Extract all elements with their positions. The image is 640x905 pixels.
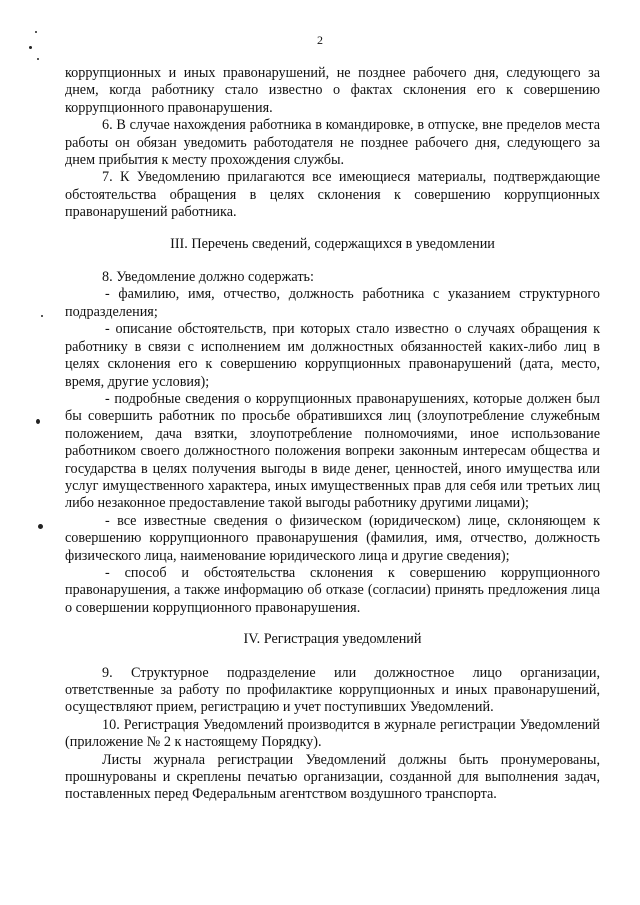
- paragraph-7: 7. К Уведомлению прилагаются все имеющиеся материалы, подтверждающие обстоятельства обращения в целях склонения к совершению коррупционных правонарушений работника.: [65, 169, 600, 221]
- paragraph-journal: Листы журнала регистрации Уведомлений должны быть пронумерованы, прошнурованы и скреплены печатью организации, созданной для выполнения задач, поставленных перед Федеральным агентством воздушного транспорта.: [65, 751, 600, 803]
- paragraph-10: 10. Регистрация Уведомлений производится в журнале регистрации Уведомлений (приложение № 2 к настоящему Порядку).: [65, 716, 600, 751]
- paragraph-8: 8. Уведомление должно содержать:: [102, 269, 314, 286]
- section-3-title: III. Перечень сведений, содержащихся в уведомлении: [170, 235, 495, 252]
- scan-speck: [38, 524, 43, 529]
- list-item: - описание обстоятельств, при которых стало известно о случаях обращения к работнику в связи с исполнением им должностных обязанностей каких-либо лиц в целях склонения его к совершению коррупционных правонарушений (дата, место, время, другие условия);: [65, 321, 600, 390]
- list-item: - фамилию, имя, отчество, должность работника с указанием структурного подразделения;: [65, 286, 600, 320]
- list-item: - способ и обстоятельства склонения к совершению коррупционного правонарушения, а также информацию об отказе (согласии) принять предложения лица о совершении коррупционного правонарушения.: [65, 564, 600, 616]
- scan-speck: [41, 315, 43, 317]
- list-item: - все известные сведения о физическом (юридическом) лице, склоняющем к совершению коррупционного правонарушения (фамилия, имя, отчество, должность физического лица, наименование юридического лица и другие сведения);: [65, 512, 600, 564]
- scan-speck: [37, 58, 39, 60]
- paragraph-continuation: коррупционных и иных правонарушений, не позднее рабочего дня, следующего за днем, когда работнику стало известно о фактах склонения его к совершению коррупционного правонарушения.: [65, 65, 600, 116]
- scan-speck: [36, 419, 40, 424]
- document-body: [65, 65, 600, 804]
- page-number: 2: [317, 33, 323, 47]
- list-item: - подробные сведения о коррупционных правонарушениях, которые должен был бы совершить работник по просьбе обратившихся лиц (злоупотребление служебным положением, дача взятки, злоупотребление полномочиями, иное использование работником своего должностного положения вопреки законным интересам общества и государства в целях получения выгоды в виде денег, ценностей, иного имущества или услуг имущественного характера, иных имущественных прав для себя или третьих лиц либо незаконное предоставление такой выгоды работнику другими лицами);: [65, 390, 600, 512]
- paragraph-6: 6. В случае нахождения работника в командировке, в отпуске, вне пределов места работы он обязан уведомить работодателя не позднее рабочего дня, следующего за днем прибытия к месту прохождения службы.: [65, 117, 600, 169]
- paragraph-9: 9. Структурное подразделение или должностное лицо организации, ответственные за работу по профилактике коррупционных и иных правонарушений, осуществляют прием, регистрацию и учет поступивших Уведомлений.: [65, 664, 600, 716]
- section-4-title: IV. Регистрация уведомлений: [243, 631, 422, 648]
